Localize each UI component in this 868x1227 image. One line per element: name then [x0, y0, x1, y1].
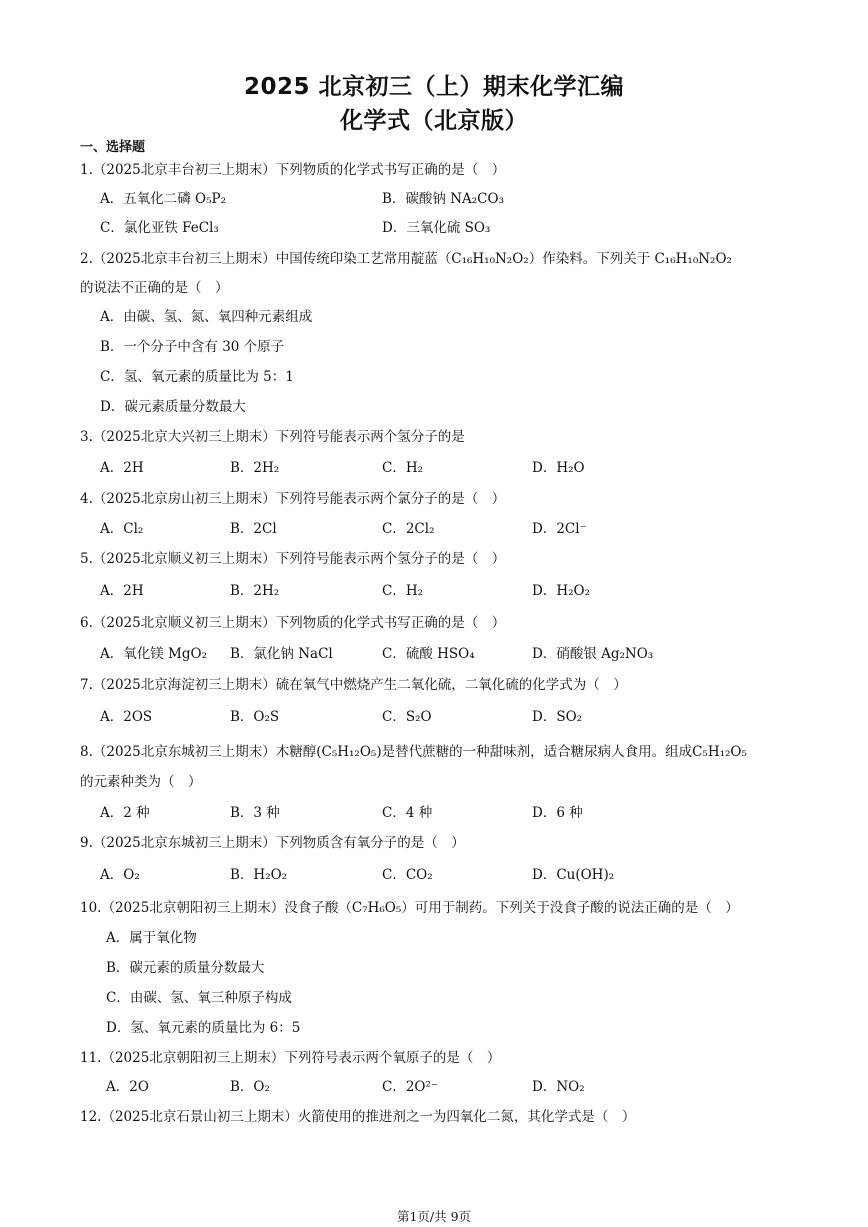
- question-1-stem: 1.（2025北京丰台初三上期末）下列物质的化学式书写正确的是（ ）: [80, 162, 506, 178]
- question-3-option-a: A．2H: [100, 460, 144, 476]
- question-9-stem: 9.（2025北京东城初三上期末）下列物质含有氧分子的是（ ）: [80, 835, 465, 851]
- question-8-stem-cont: 的元素种类为（ ）: [80, 774, 202, 790]
- page-title: 2025 北京初三（上）期末化学汇编: [243, 74, 625, 100]
- question-12-stem: 12.（2025北京石景山初三上期末）火箭使用的推进剂之一为四氧化二氮，其化学式是（ ）: [80, 1109, 636, 1125]
- question-5-option-d: D．H₂O₂: [532, 583, 590, 599]
- question-3-option-d: D．H₂O: [532, 460, 585, 476]
- page-footer: 第1页/共 9页: [396, 1209, 472, 1224]
- question-11-option-b: B．O₂: [230, 1079, 270, 1095]
- question-8-option-c: C．4 种: [382, 805, 433, 821]
- question-7-stem: 7.（2025北京海淀初三上期末）硫在氧气中燃烧产生二氧化硫，二氧化硫的化学式为（ ）: [80, 677, 627, 693]
- question-7-option-c: C．S₂O: [382, 709, 432, 725]
- question-11-option-c: C．2O²⁻: [382, 1079, 439, 1095]
- question-9-option-b: B．H₂O₂: [230, 867, 288, 883]
- question-10-option-a: A．属于氧化物: [106, 930, 197, 946]
- question-1-option-a: A．五氧化二磷 O₅P₂: [100, 191, 227, 207]
- question-6-option-b: B．氯化钠 NaCl: [230, 646, 333, 662]
- question-11-option-d: D．NO₂: [532, 1079, 585, 1095]
- question-7-option-b: B．O₂S: [230, 709, 280, 725]
- question-10-option-d: D．氢、氧元素的质量比为 6：5: [106, 1020, 301, 1036]
- question-2-option-d: D．碳元素质量分数最大: [100, 399, 246, 415]
- question-4-option-a: A．Cl₂: [100, 521, 144, 537]
- question-2-stem-cont: 的说法不正确的是（ ）: [80, 280, 229, 296]
- section-heading: 一、选择题: [80, 140, 146, 155]
- question-2-option-b: B．一个分子中含有 30 个原子: [100, 339, 285, 355]
- question-1-option-c: C．氯化亚铁 FeCl₃: [100, 220, 219, 236]
- question-4-option-d: D．2Cl⁻: [532, 521, 587, 537]
- question-10-stem: 10.（2025北京朝阳初三上期末）没食子酸（C₇H₆O₅）可用于制药。下列关于没食子酸的说法正确的是（ ）: [80, 900, 739, 916]
- question-2-option-c: C．氢、氧元素的质量比为 5：1: [100, 369, 294, 385]
- question-1-option-d: D．三氧化硫 SO₃: [382, 220, 491, 236]
- question-10-option-c: C．由碳、氢、氧三种原子构成: [106, 990, 292, 1006]
- page-subtitle: 化学式（北京版）: [340, 108, 528, 134]
- question-4-stem: 4.（2025北京房山初三上期末）下列符号能表示两个氯分子的是（ ）: [80, 491, 506, 507]
- question-8-option-a: A．2 种: [100, 805, 150, 821]
- question-11-option-a: A．2O: [106, 1079, 149, 1095]
- question-6-option-c: C．硫酸 HSO₄: [382, 646, 475, 662]
- question-9-option-a: A．O₂: [100, 867, 140, 883]
- question-10-option-b: B．碳元素的质量分数最大: [106, 960, 265, 976]
- question-3-option-c: C．H₂: [382, 460, 424, 476]
- question-5-option-a: A．2H: [100, 583, 144, 599]
- question-2-option-a: A．由碳、氢、氮、氧四种元素组成: [100, 309, 313, 325]
- question-2-stem: 2.（2025北京丰台初三上期末）中国传统印染工艺常用靛蓝（C₁₆H₁₀N₂O₂）作染料。下列关于 C₁₆H₁₀N₂O₂: [80, 251, 732, 267]
- question-3-option-b: B．2H₂: [230, 460, 280, 476]
- question-5-stem: 5.（2025北京顺义初三上期末）下列符号能表示两个氢分子的是（ ）: [80, 551, 506, 567]
- question-7-option-a: A．2OS: [100, 709, 153, 725]
- question-5-option-c: C．H₂: [382, 583, 424, 599]
- question-8-stem: 8.（2025北京东城初三上期末）木糖醇(C₅H₁₂O₅)是替代蔗糖的一种甜味剂，适合糖尿病人食用。组成C₅H₁₂O₅: [80, 744, 747, 760]
- question-4-option-c: C．2Cl₂: [382, 521, 435, 537]
- question-9-option-d: D．Cu(OH)₂: [532, 867, 615, 883]
- question-9-option-c: C．CO₂: [382, 867, 433, 883]
- question-1-option-b: B．碳酸钠 NA₂CO₃: [382, 191, 504, 207]
- question-11-stem: 11.（2025北京朝阳初三上期末）下列符号表示两个氧原子的是（ ）: [80, 1050, 501, 1066]
- question-7-option-d: D．SO₂: [532, 709, 583, 725]
- question-4-option-b: B．2Cl: [230, 521, 277, 537]
- question-6-option-a: A．氧化镁 MgO₂: [100, 646, 207, 662]
- question-5-option-b: B．2H₂: [230, 583, 280, 599]
- question-8-option-d: D．6 种: [532, 805, 583, 821]
- question-3-stem: 3.（2025北京大兴初三上期末）下列符号能表示两个氢分子的是: [80, 429, 465, 445]
- question-6-option-d: D．硝酸银 Ag₂NO₃: [532, 646, 654, 662]
- question-8-option-b: B．3 种: [230, 805, 280, 821]
- question-6-stem: 6.（2025北京顺义初三上期末）下列物质的化学式书写正确的是（ ）: [80, 615, 506, 631]
